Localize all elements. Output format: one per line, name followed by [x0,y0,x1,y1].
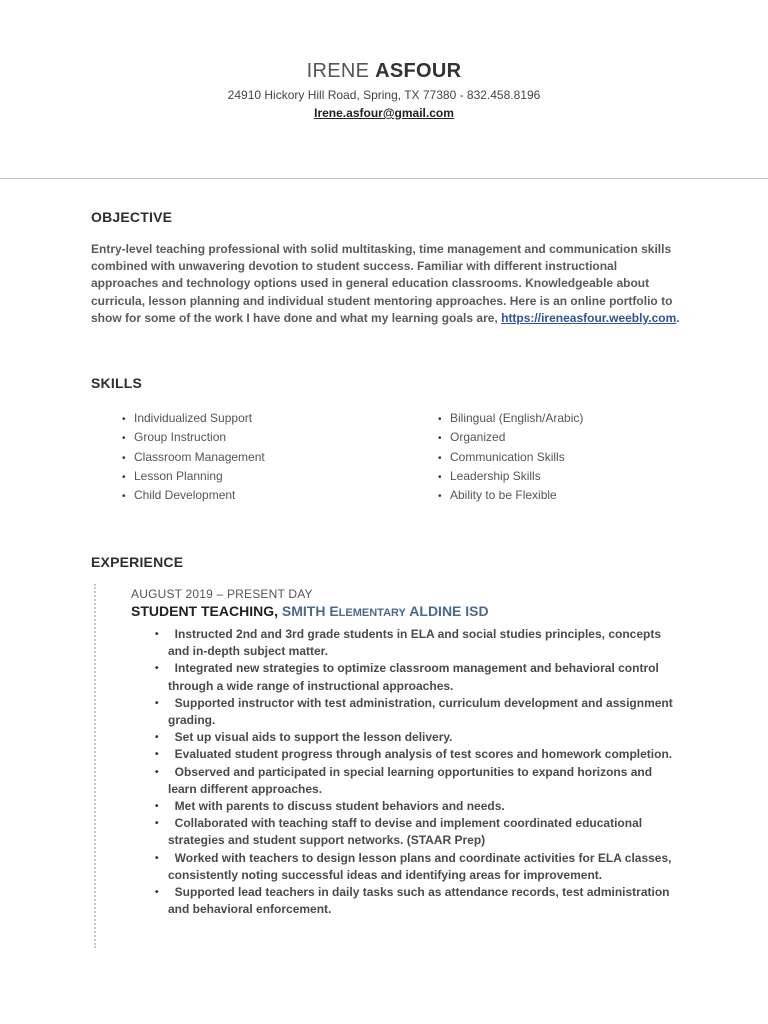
bullet-icon: • [155,887,159,899]
list-item [122,467,265,486]
bullet-icon: • [155,697,159,709]
skill-label: Individualized Support [134,411,253,425]
skill-label: Leadership Skills [450,468,541,483]
skill-label: Lesson Planning [134,468,223,483]
objective-paragraph [91,241,681,327]
duty-text: Observed and participated in special learning opportunities to expand horizons and learn different approaches. [168,764,653,796]
bullet-icon: • [122,414,126,425]
skill-label: Ability to be Flexible [450,488,557,503]
skills-list-left [122,409,265,505]
duty-text: Supported lead teachers in daily tasks such as attendance records, test administration and behavioral enforcement. [168,885,670,917]
employer-name [282,603,489,619]
portfolio-link[interactable]: https://ireneasfour.weebly.com [501,310,677,325]
skill-label: Group Instruction [134,430,227,445]
list-item [157,815,677,849]
list-item [157,660,677,694]
list-item [157,850,677,884]
bullet-icon: • [155,749,159,761]
skill-label: Bilingual (English/Arabic) [450,411,584,425]
bullet-icon: • [155,629,159,640]
skill-label: Classroom Management [134,449,265,464]
duty-text: Supported instructor with test administration, curriculum development and assignment grading. [168,695,673,728]
list-item [438,409,583,428]
employer-name-start: SMITH E [281,603,339,619]
list-item [122,448,265,467]
duty-text: Met with parents to discuss student behaviors and needs. [174,799,505,814]
bullet-icon: • [438,491,442,503]
bullet-icon: • [438,433,442,445]
candidate-name [0,58,768,84]
skills-list-right [438,409,583,505]
bullet-icon: • [155,852,159,864]
list-item [122,428,265,447]
bullet-icon: • [122,433,126,445]
skills-heading: SKILLS [91,375,142,391]
bullet-icon: • [122,452,126,464]
objective-link-suffix: . [676,310,680,325]
duty-text: Collaborated with teaching staff to devise and implement coordinated educational strategies and student support networks. (STAAR Prep) [168,816,643,848]
role-label: STUDENT TEACHING, [131,603,278,619]
email-link[interactable]: Irene.asfour@gmail.com [314,106,454,120]
bullet-icon: • [155,818,159,830]
experience-heading: EXPERIENCE [91,554,184,570]
first-name: IRENE [306,60,370,82]
objective-text: Entry-level teaching professional with solid multitasking, time management and communication skills combined with unwavering devotion to student success. Familiar with different instructional approaches and technology options used in general education classrooms. Knowledgeable about curricula, lesson planning and individual student mentoring approaches. Here is an online portfolio to show for some of the work I have done and what my learning goals are, [91,242,673,325]
skill-label: Communication Skills [450,449,565,464]
duty-text: Set up visual aids to support the lesson delivery. [174,730,453,745]
bullet-icon: • [155,663,159,675]
header-divider [0,178,768,179]
objective-heading: OBJECTIVE [91,209,173,225]
skill-label: Child Development [134,488,236,503]
resume-header [0,58,768,122]
bullet-icon: • [438,471,442,483]
employer-district: ALDINE ISD [409,603,489,619]
list-item [122,409,265,428]
bullet-icon: • [122,491,126,503]
bullet-icon: • [438,452,442,464]
bullet-icon: • [155,766,159,778]
list-item [157,764,677,798]
employer-name-smallcaps: LEMENTARY [338,607,406,619]
list-item [157,695,677,729]
list-item [157,798,677,815]
list-item [438,448,583,467]
duty-text: Evaluated student progress through analysis of test scores and homework completion. [174,747,673,762]
list-item [438,428,583,447]
list-item [157,884,677,918]
contact-address-phone: 24910 Hickory Hill Road, Spring, TX 77380 - 832.458.8196 [227,88,541,102]
list-item [122,486,265,505]
bullet-icon: • [155,801,159,813]
duty-text: Worked with teachers to design lesson plans and coordinate activities for ELA classes, consistently noting successful ideas and identifying areas for improvement. [168,850,672,882]
bullet-icon: • [438,414,442,425]
last-name: ASFOUR [375,60,462,82]
job-title [131,603,489,619]
bullet-icon: • [155,732,159,744]
bullet-icon: • [122,471,126,483]
duty-text: Integrated new strategies to optimize classroom management and behavioral control through a wide range of instructional approaches. [168,661,659,693]
job-duties-list [157,626,677,918]
duty-text: Instructed 2nd and 3rd grade students in ELA and social studies principles, concepts and in-depth subject matter. [168,627,661,659]
list-item [157,626,677,660]
list-item [438,467,583,486]
list-item [157,729,677,746]
skill-label: Organized [450,430,506,445]
list-item [438,486,583,505]
job-dates: AUGUST 2019 – PRESENT DAY [131,587,313,601]
list-item [157,746,677,763]
